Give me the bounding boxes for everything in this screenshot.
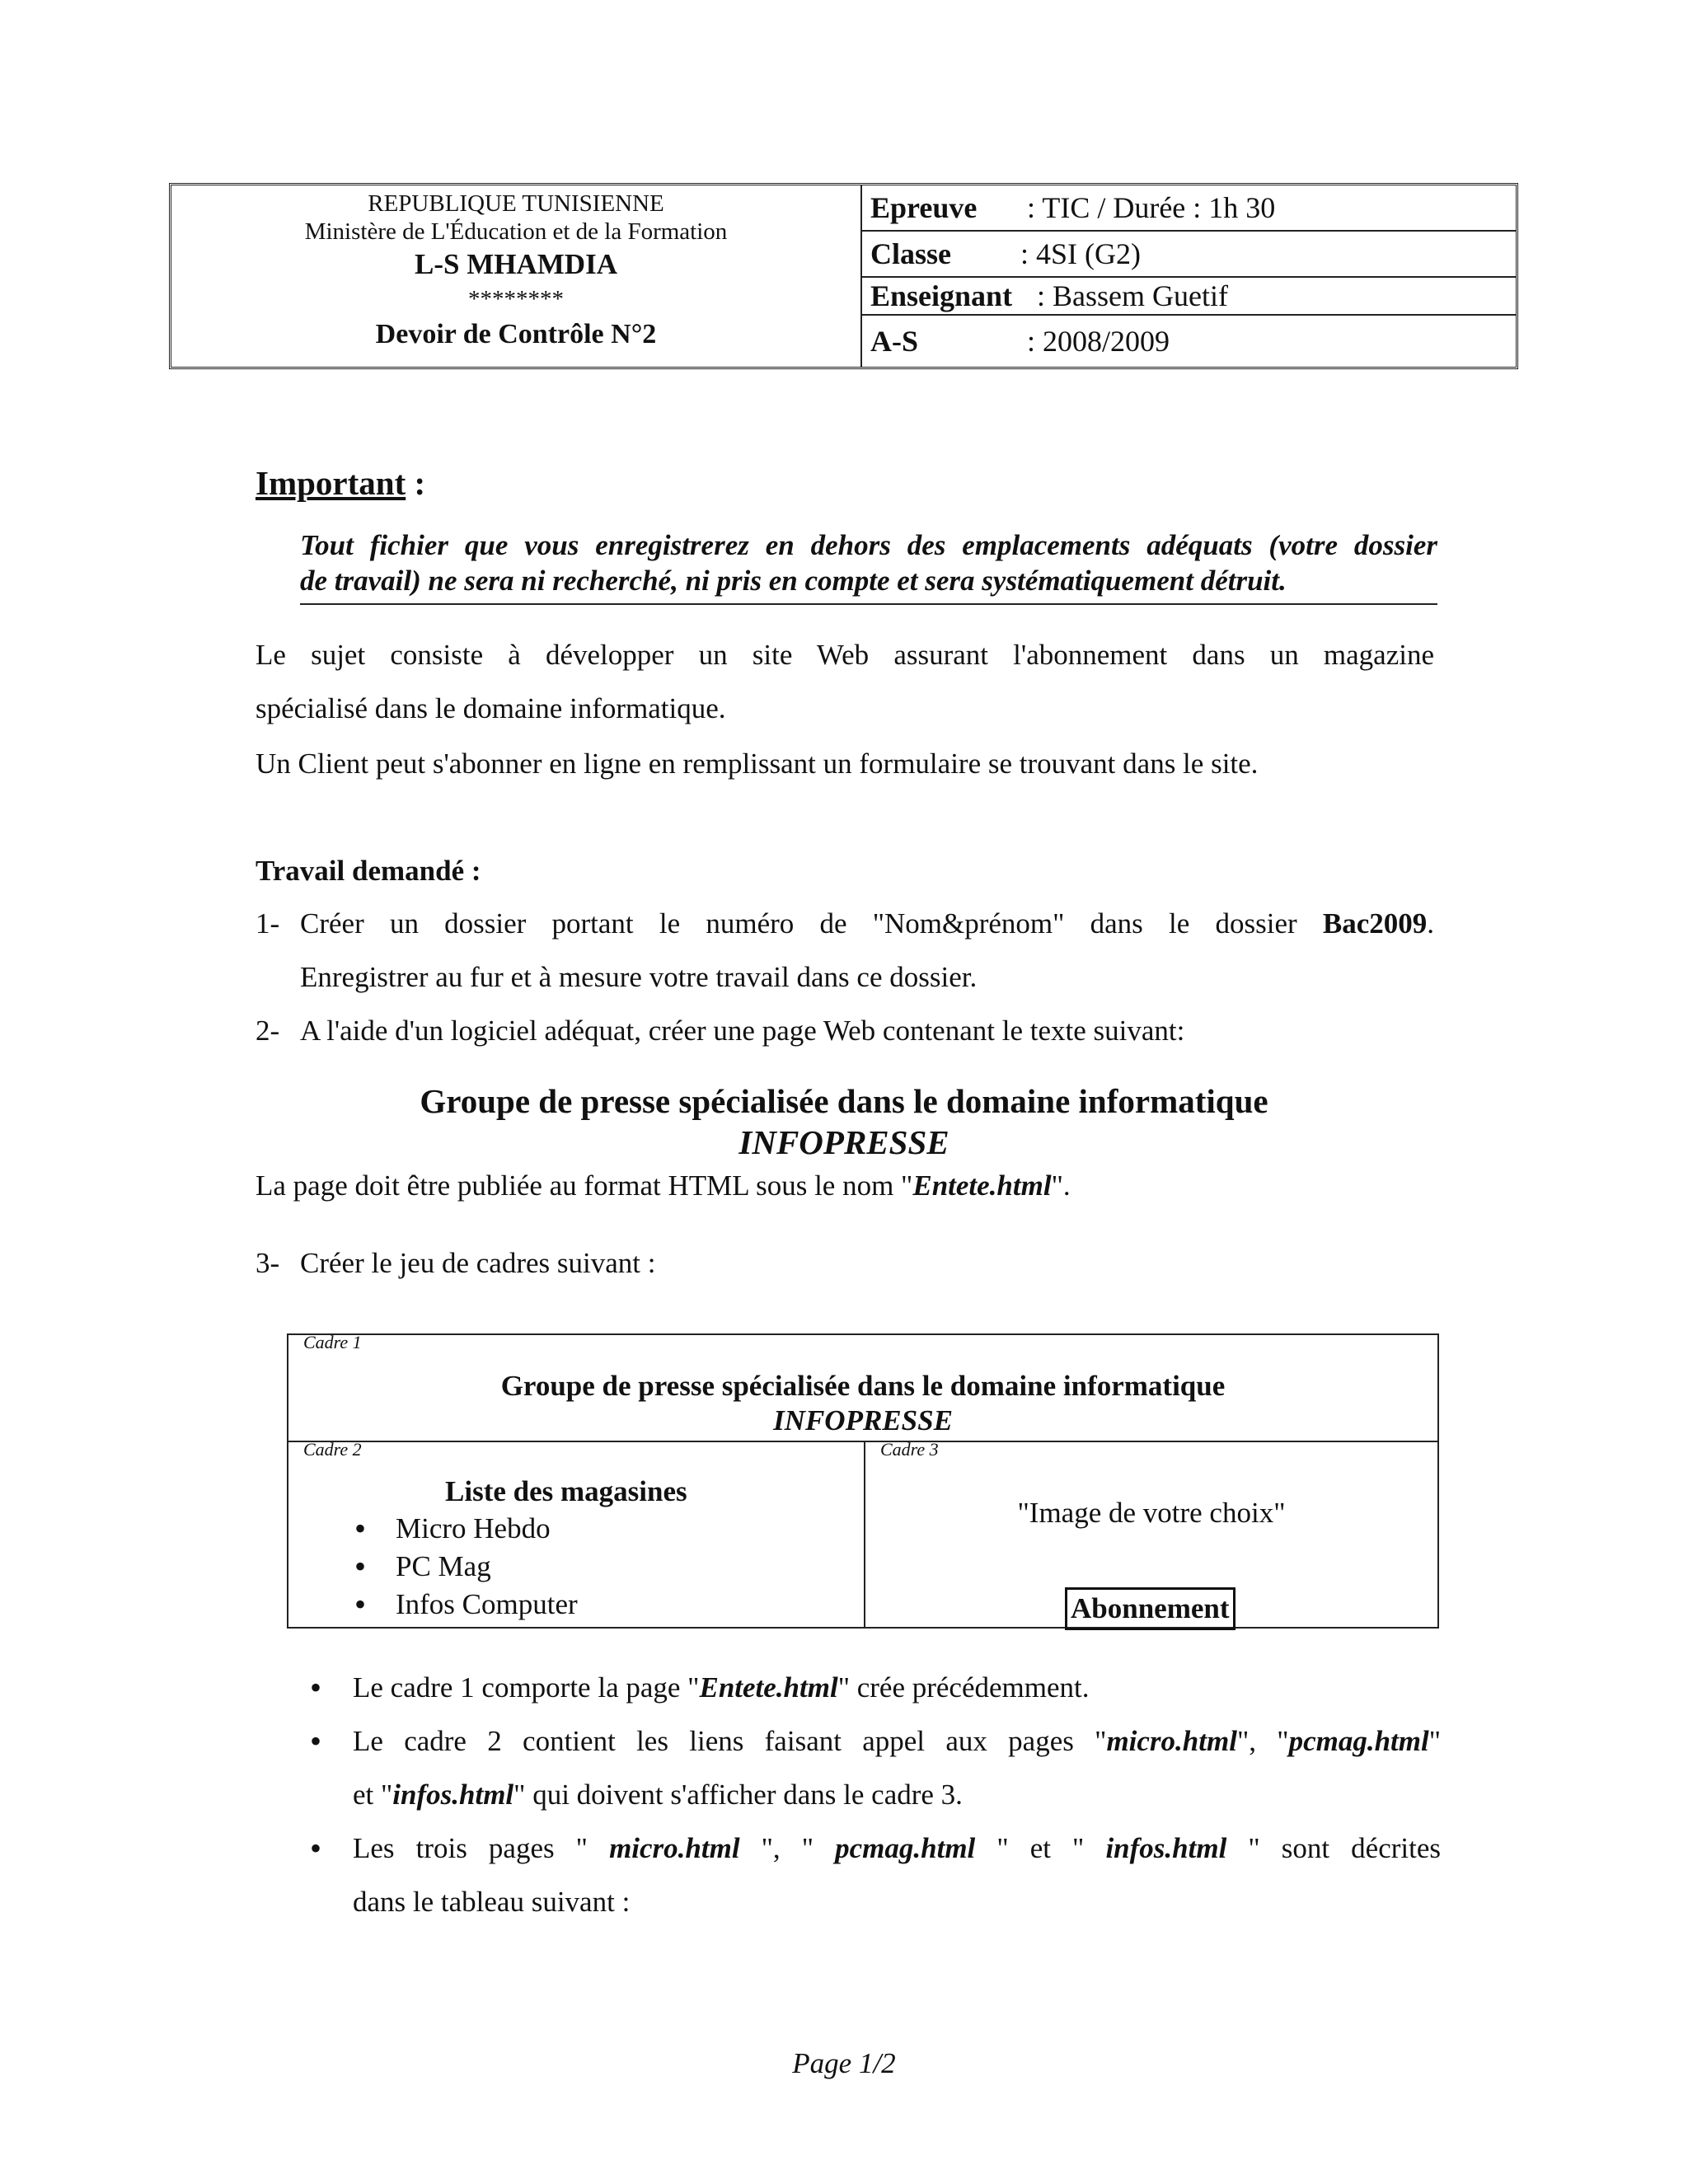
cadre-2 [288,1439,865,1627]
bullet-cadre-2 [310,1714,1442,1821]
info-value: : Bassem Guetif [1037,279,1228,312]
bullet-2-line-1 [353,1714,1441,1768]
page-subtitle-example: INFOPRESSE [738,1123,950,1161]
info-value: : 2008/2009 [1027,325,1170,358]
item-1-text: Créer un dossier portant le numéro de "Nom&prénom" dans le dossier [300,907,1323,940]
header-info-block [862,185,1516,367]
publish-text: La page doit être publiée au format HTML sous le nom " [256,1169,913,1202]
page-number: Page 1/2 [792,2047,896,2079]
item-2-text: A l'aide d'un logiciel adéquat, créer une page Web contenant le texte suivant: [300,1015,1185,1047]
cadre-1-label: Cadre 1 [303,1332,362,1352]
item-1-line-2: Enregistrer au fur et à mesure votre travail dans ce dossier. [300,961,978,993]
info-row-annee [862,316,1516,367]
abonnement-button[interactable]: Abonnement [1065,1587,1236,1630]
bullet-2-et: et " [353,1779,393,1811]
bullet-2-file-infos: infos.html [392,1779,514,1811]
item-1-period: . [1427,907,1434,940]
item-2-number: 2- [256,1015,280,1047]
info-value: : 4SI (G2) [1020,237,1141,270]
publish-filename: Entete.html [912,1169,1052,1202]
bullet-cadre-1 [310,1661,1441,1714]
bullet-2-line-2 [353,1768,1441,1821]
cadre-1-subtitle: INFOPRESSE [773,1404,953,1436]
bullet-3-text: Les trois pages " [353,1832,610,1864]
header-school-block [171,185,862,367]
magazine-list [288,1510,578,1624]
cadre-3 [865,1439,1437,1627]
school-name: L-S MHAMDIA [415,248,617,280]
publish-instruction [256,1159,1071,1212]
cadre-3-label: Cadre 3 [880,1439,939,1460]
bullet-3-end: " sont décrites [1226,1832,1441,1864]
bullet-dot: • [310,1830,322,1867]
bullet-2-text: Le cadre 2 contient les liens faisant appel aux pages " [353,1725,1107,1757]
cadre-1-title: Groupe de presse spécialisée dans le domaine informatique [500,1370,1226,1402]
item-1-line-1 [300,897,1434,950]
warning-line-1: Tout fichier que vous enregistrerez en dehors des emplacements adéquats (votre dossier [300,529,1437,561]
bullet-3-sep1: ", " [739,1832,836,1864]
bullet-3-file-infos: infos.html [1105,1832,1227,1864]
bullet-2-quote: " [1428,1725,1442,1757]
intro-paragraph [256,628,1434,735]
magazine-link-micro-hebdo[interactable]: • Micro Hebdo [288,1510,578,1548]
bullet-1-text: Le cadre 1 comporte la page " [353,1671,700,1704]
publish-end: ". [1051,1169,1071,1202]
page-title-example: Groupe de presse spécialisée dans le domaine informatique [420,1082,1268,1120]
bullet-2-sep: ", " [1236,1725,1289,1757]
ministry-name: Ministère de L'Éducation et de la Formation [304,218,728,245]
info-key: A-S [870,325,919,358]
info-key: Enseignant [870,279,1013,312]
bullet-3-line-1 [353,1821,1441,1875]
bullet-3-sep2: " et " [975,1832,1106,1864]
travail-title: Travail demandé : [256,855,481,887]
intro-line-1: Le sujet consiste à développer un site Web assurant l'abonnement dans un magazine [256,639,1434,671]
frameset-diagram [287,1333,1439,1629]
info-value: : TIC / Durée : 1h 30 [1027,191,1276,224]
important-warning [300,527,1437,605]
bullet-3-line-2: dans le tableau suivant : [353,1886,631,1918]
bullet-1-file: Entete.html [699,1671,838,1704]
bullet-2-file-micro: micro.html [1106,1725,1237,1757]
header-table [169,183,1518,369]
bullet-2-end: " qui doivent s'afficher dans le cadre 3. [513,1779,963,1811]
item-3-text: Créer le jeu de cadres suivant : [300,1247,656,1279]
bullet-pages [310,1821,1441,1929]
bullet-3-file-micro: micro.html [609,1832,740,1864]
magazine-link-pc-mag[interactable]: • PC Mag [288,1548,578,1586]
exam-title: Devoir de Contrôle N°2 [375,319,657,349]
info-row-enseignant [862,278,1516,316]
magazine-list-title: Liste des magasines [445,1475,687,1507]
intro-line-3: Un Client peut s'abonner en ligne en remplissant un formulaire se trouvant dans le site. [256,748,1259,780]
info-key: Epreuve [870,191,978,224]
important-label: Important [256,464,406,502]
separator-stars: ******** [468,286,564,312]
item-1-folder: Bac2009 [1322,907,1428,940]
bullet-dot: • [310,1722,322,1760]
bullet-dot: • [310,1669,322,1706]
item-1-number: 1- [256,907,280,940]
bullet-1-end: " crée précédemment. [837,1671,1090,1704]
cadre-1 [288,1332,1437,1442]
info-key: Classe [870,237,951,270]
important-heading [256,463,425,503]
magazine-link-infos-computer[interactable]: • Infos Computer [288,1586,578,1624]
item-3-number: 3- [256,1247,280,1279]
bullet-2-file-pcmag: pcmag.html [1288,1725,1429,1757]
warning-line-2: de travail) ne sera ni recherché, ni pris en compte et sera systématiquement détruit. [300,565,1287,597]
bullet-3-file-pcmag: pcmag.html [835,1832,976,1864]
country-name: REPUBLIQUE TUNISIENNE [368,190,664,217]
info-row-epreuve [862,185,1516,232]
image-placeholder: "Image de votre choix" [1017,1497,1286,1529]
important-colon: : [406,464,426,502]
intro-line-2: spécialisé dans le domaine informatique. [256,692,726,724]
cadre-2-label: Cadre 2 [303,1439,362,1460]
info-row-classe [862,232,1516,278]
